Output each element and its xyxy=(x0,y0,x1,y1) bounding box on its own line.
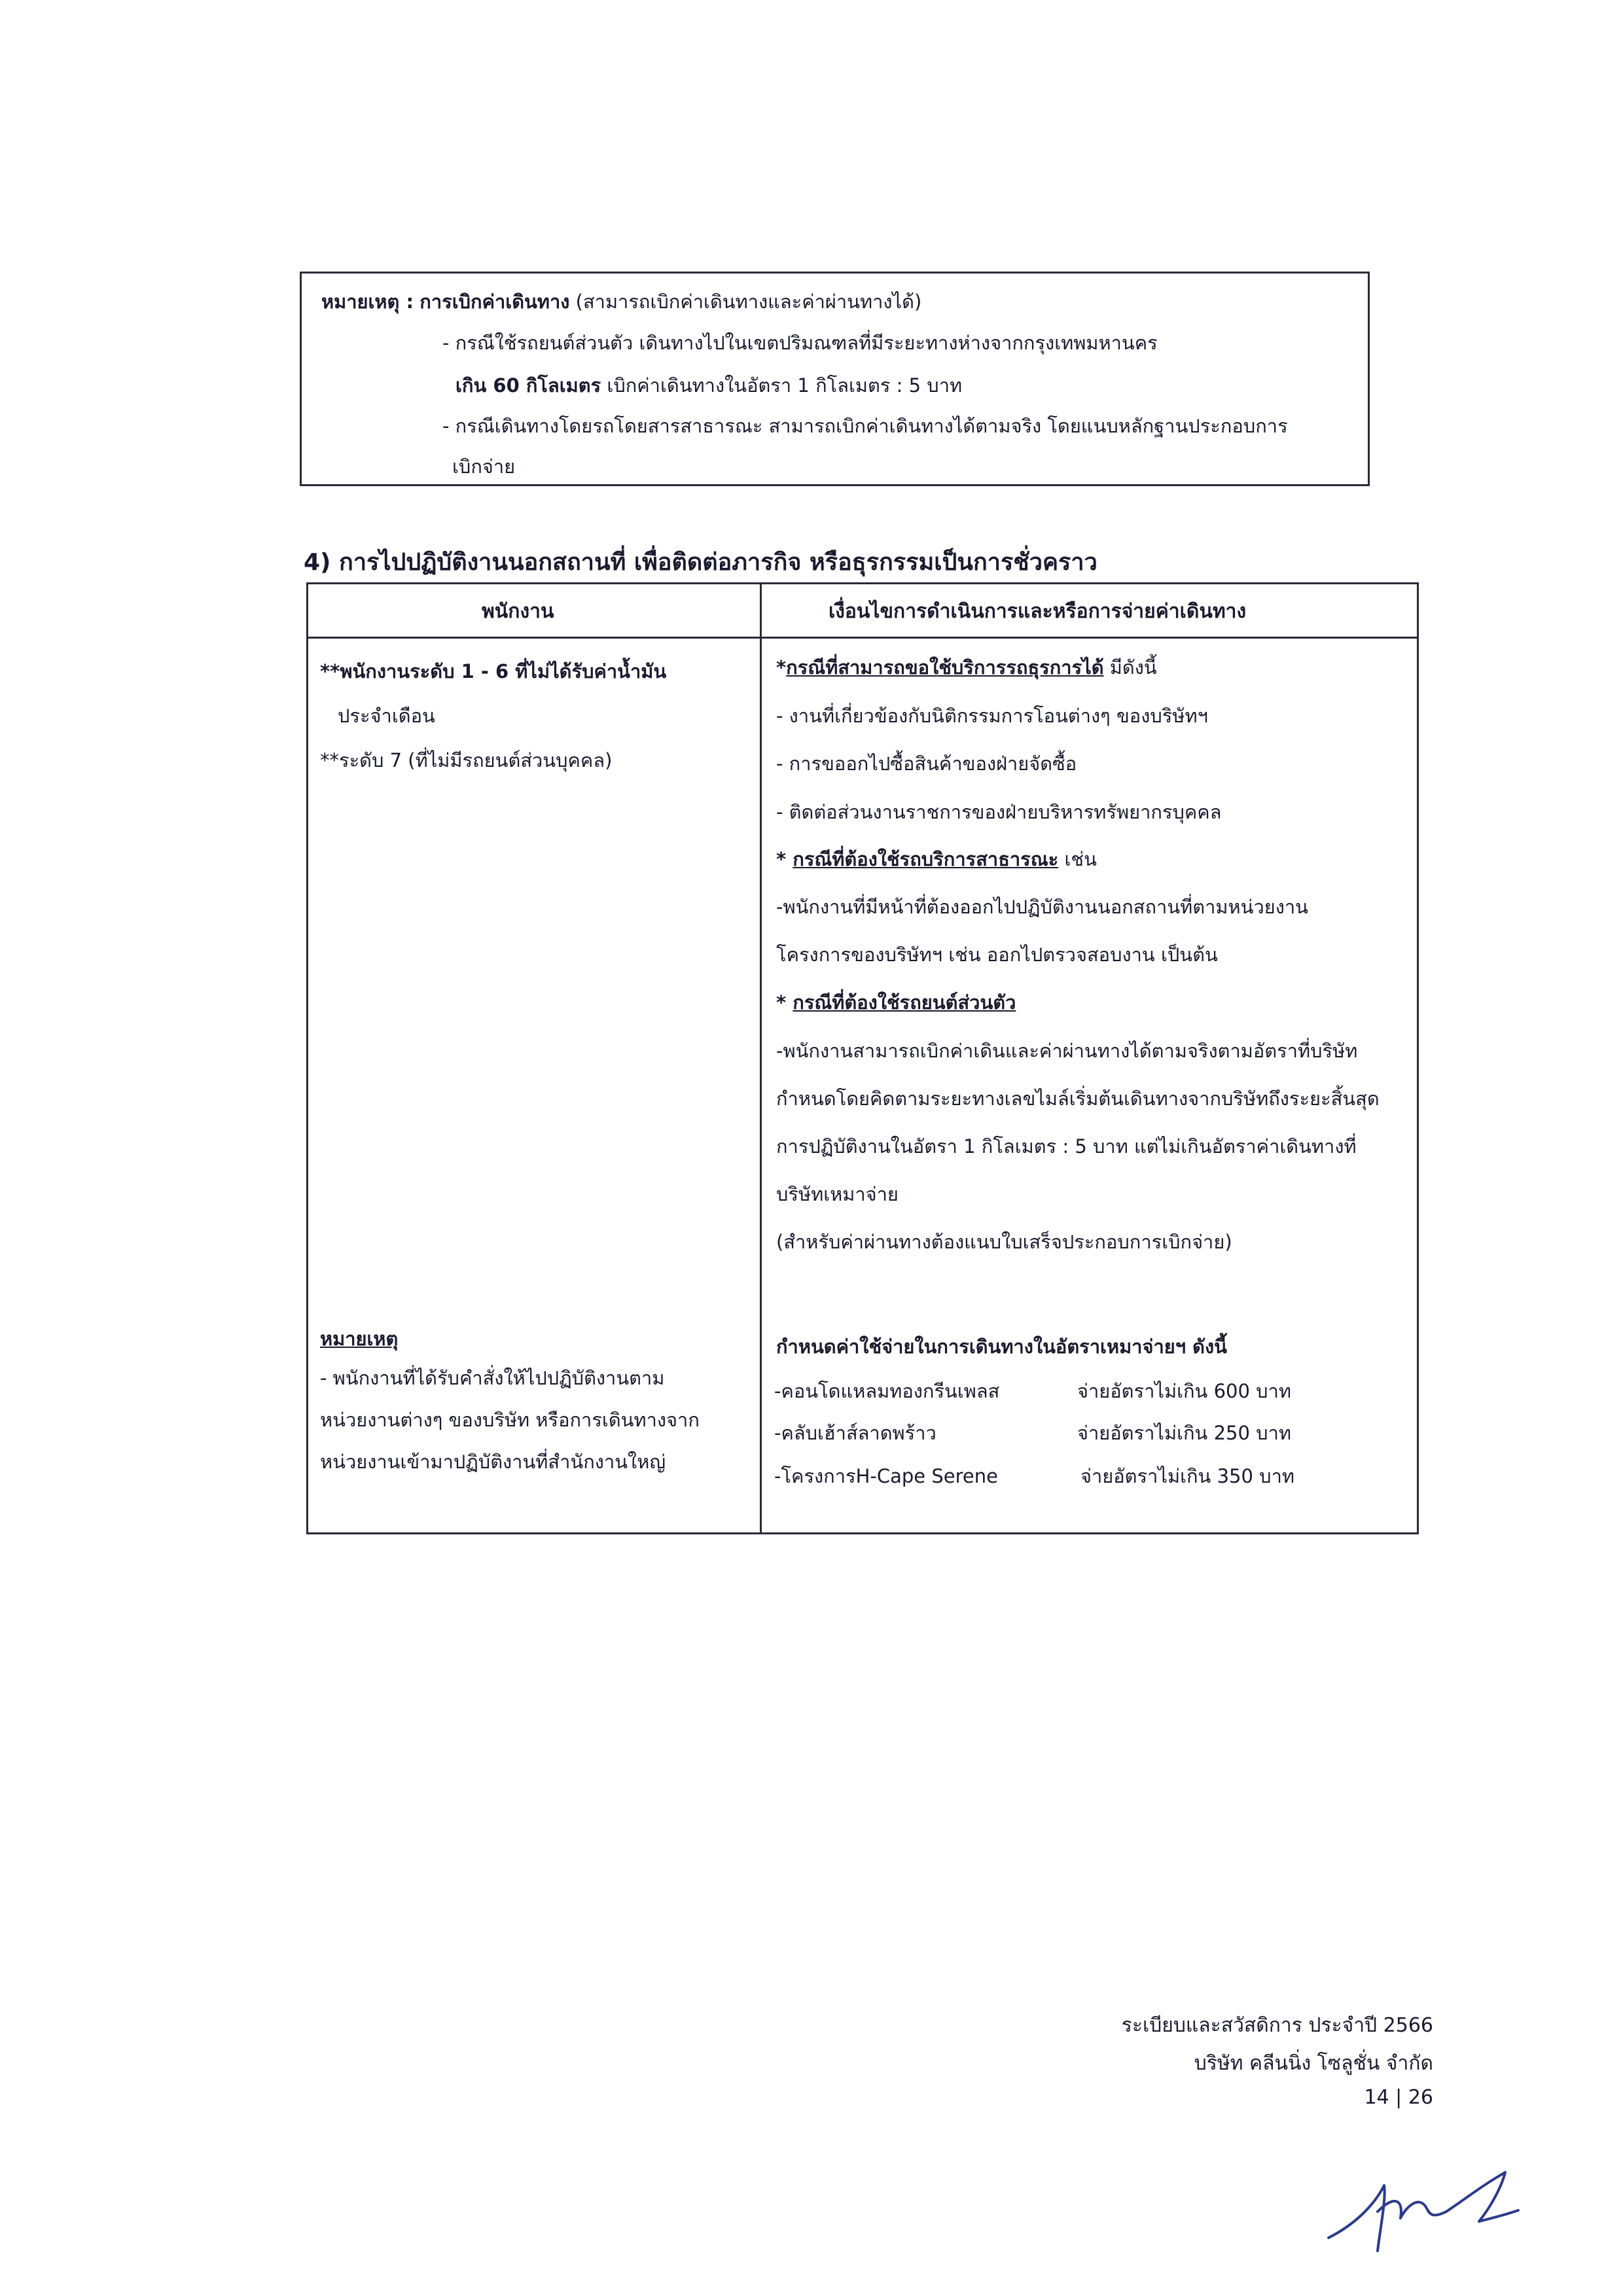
header-employee: พนักงาน xyxy=(482,600,554,623)
rate-place-2: -คลับเฮ้าส์ลาดพร้าว xyxy=(774,1422,936,1444)
rate-place-3: -โครงการH-Cape Serene xyxy=(774,1465,998,1487)
remark-line-2: หน่วยงานต่างๆ ของบริษัท หรือการเดินทางจาก xyxy=(320,1409,700,1431)
case1-suffix: มีดังนี้ xyxy=(1103,656,1157,679)
case1-item-1: - งานที่เกี่ยวข้องกับนิติกรรมการโอนต่างๆ ของบริษัทฯ xyxy=(776,705,1208,727)
case2-item-1: -พนักงานที่มีหน้าที่ต้องออกไปปฏิบัติงานนอกสถานที่ตามหน่วยงาน xyxy=(776,896,1308,918)
footer-company: บริษัท คลีนนิ่ง โซลูชั่น จำกัด xyxy=(1194,2052,1433,2075)
note-line-3-bold: เกิน 60 กิโลเมตร xyxy=(455,374,601,397)
case3-item-2: กำหนดโดยคิดตามระยะทางเลขไมล์เริ่มต้นเดินทางจากบริษัทถึงระยะสิ้นสุด xyxy=(776,1087,1380,1110)
case2-prefix: * xyxy=(776,848,793,870)
employee-line-1: **พนักงานระดับ 1 - 6 ที่ไม่ได้รับค่าน้ำมัน xyxy=(320,660,667,682)
case3-item-3: การปฏิบัติงานในอัตรา 1 กิโลเมตร : 5 บาท แต่ไม่เกินอัตราค่าเดินทางที่ xyxy=(776,1135,1357,1157)
header-conditions: เงื่อนไขการดำเนินการและหรือการจ่ายค่าเดินทาง xyxy=(829,600,1247,623)
note-line-3-rest: เบิกค่าเดินทางในอัตรา 1 กิโลเมตร : 5 บาท xyxy=(607,374,963,397)
column-divider xyxy=(760,584,762,1532)
employee-line-2: ประจำเดือน xyxy=(338,705,435,727)
case1-item-3: - ติดต่อส่วนงานราชการของฝ่ายบริหารทรัพยากรบุคคล xyxy=(776,801,1222,823)
case2-item-2: โครงการของบริษัทฯ เช่น ออกไปตรวจสอบงาน เป็นต้น xyxy=(776,944,1218,966)
note-line-2: - กรณีใช้รถยนต์ส่วนตัว เดินทางไปในเขตปริมณฑลที่มีระยะทางห่างจากกรุงเทพมหานคร xyxy=(442,332,1158,354)
rates-title: กำหนดค่าใช้จ่ายในการเดินทางในอัตราเหมาจ่ายฯ ดังนี้ xyxy=(776,1335,1227,1358)
case3-item-1: -พนักงานสามารถเบิกค่าเดินและค่าผ่านทางได้ตามจริงตามอัตราที่บริษัท xyxy=(776,1040,1358,1062)
case2-suffix: เช่น xyxy=(1058,848,1097,870)
note-line-1 xyxy=(321,287,921,317)
case3-item-5: (สำหรับค่าผ่านทางต้องแนบใบเสร็จประกอบการเบิกจ่าย) xyxy=(776,1231,1232,1253)
case3-heading xyxy=(776,987,1016,1017)
note-title: การเบิกค่าเดินทาง xyxy=(419,291,570,313)
note-line-5: เบิกจ่าย xyxy=(452,455,516,478)
case1-heading xyxy=(776,652,1157,682)
case1-title: กรณีที่สามารถขอใช้บริการรถธุรการได้ xyxy=(786,656,1104,679)
case2-title: กรณีที่ต้องใช้รถบริการสาธารณะ xyxy=(793,848,1059,870)
note-box xyxy=(300,272,1370,486)
header-divider xyxy=(308,637,1417,639)
rate-amount-2: จ่ายอัตราไม่เกิน 250 บาท xyxy=(1077,1422,1291,1444)
employee-line-3: **ระดับ 7 (ที่ไม่มีรถยนต์ส่วนบุคคล) xyxy=(320,749,613,771)
signature-mark xyxy=(1315,2159,1531,2264)
note-line-3 xyxy=(455,370,962,400)
case1-prefix: * xyxy=(776,656,787,679)
case2-heading xyxy=(776,844,1097,874)
note-line-4: - กรณีเดินทางโดยรถโดยสารสาธารณะ สามารถเบิกค่าเดินทางได้ตามจริง โดยแนบหลักฐานประกอบการ xyxy=(442,415,1288,437)
remark-line-3: หน่วยงานเข้ามาปฏิบัติงานที่สำนักงานใหญ่ xyxy=(320,1451,666,1473)
remark-line-1: - พนักงานที่ได้รับคำสั่งให้ไปปฏิบัติงานตาม xyxy=(320,1367,665,1389)
page-number: 14 | 26 xyxy=(1364,2086,1433,2109)
rate-amount-3: จ่ายอัตราไม่เกิน 350 บาท xyxy=(1080,1465,1294,1487)
note-title-paren: (สามารถเบิกค่าเดินทางและค่าผ่านทางได้) xyxy=(575,291,922,313)
rate-amount-1: จ่ายอัตราไม่เกิน 600 บาท xyxy=(1077,1380,1291,1402)
case3-title: กรณีที่ต้องใช้รถยนต์ส่วนตัว xyxy=(793,991,1016,1014)
section-heading: 4) การไปปฏิบัติงานนอกสถานที่ เพื่อติดต่อภารกิจ หรือธุรกรรมเป็นการชั่วคราว xyxy=(304,549,1097,576)
rate-place-1: -คอนโดแหลมทองกรีนเพลส xyxy=(774,1380,1000,1402)
travel-table xyxy=(306,582,1419,1534)
case3-prefix: * xyxy=(776,991,793,1014)
remark-title: หมายเหตุ xyxy=(320,1328,399,1350)
case1-item-2: - การขออกไปซื้อสินค้าของฝ่ายจัดซื้อ xyxy=(776,752,1077,775)
note-label: หมายเหตุ : xyxy=(321,291,414,313)
case3-item-4: บริษัทเหมาจ่าย xyxy=(776,1183,899,1205)
footer-regulation: ระเบียบและสวัสดิการ ประจำปี 2566 xyxy=(1121,2014,1433,2037)
